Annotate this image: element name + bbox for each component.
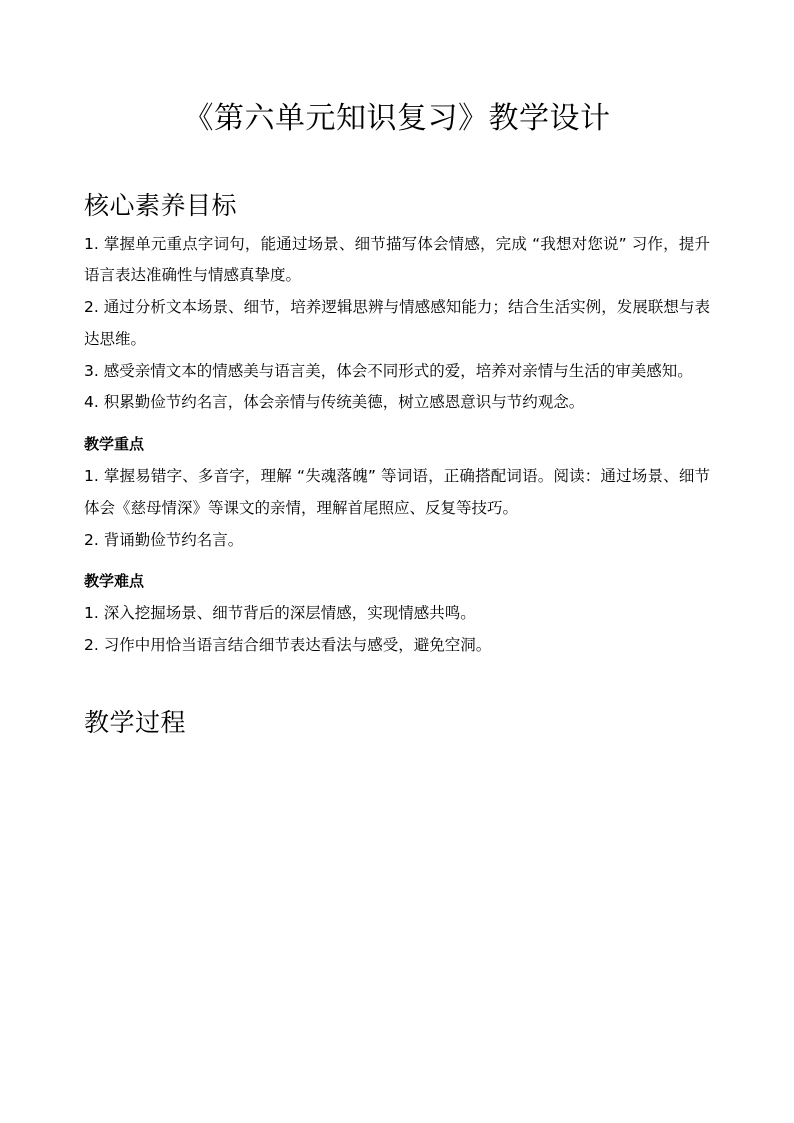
paragraph: 2. 习作中用恰当语言结合细节表达看法与感受，避免空洞。	[84, 636, 492, 655]
paragraph: 1. 深入挖掘场景、细节背后的深层情感，实现情感共鸣。	[84, 604, 476, 623]
section-heading-teaching-process: 教学过程	[84, 707, 187, 737]
section-teaching-difficulty	[84, 566, 710, 662]
section-teaching-focus	[84, 429, 710, 556]
paragraph: 3. 感受亲情文本的情感美与语言美，体会不同形式的爱，培养对亲情与生活的审美感知。	[84, 361, 693, 380]
paragraph: 1. 掌握单元重点字词句，能通过场景、细节描写体会情感，完成 “我想对您说” 习作，提升语言表达准确性与情感真挚度。	[84, 234, 710, 285]
section-core-literacy-goals	[84, 187, 710, 419]
page-title: 《第六单元知识复习》教学设计	[183, 101, 611, 136]
paragraph: 4. 积累勤俭节约名言，体会亲情与传统美德，树立感恩意识与节约观念。	[84, 393, 585, 412]
section-heading-teaching-difficulty: 教学难点	[84, 572, 145, 591]
paragraph: 2. 背诵勤俭节约名言。	[84, 530, 244, 549]
paragraph: 2. 通过分析文本场景、细节，培养逻辑思辨与情感感知能力；结合生活实例，发展联想与表达思维。	[84, 298, 710, 348]
section-heading-teaching-focus: 教学重点	[84, 435, 145, 454]
section-heading-core-goals: 核心素养目标	[84, 191, 238, 220]
paragraph: 1. 掌握易错字、多音字，理解 “失魂落魄” 等词语，正确搭配词语。阅读：通过场景、细节体会《慈母情深》等课文的亲情，理解首尾照应、反复等技巧。	[84, 467, 710, 517]
section-teaching-process	[84, 704, 710, 742]
